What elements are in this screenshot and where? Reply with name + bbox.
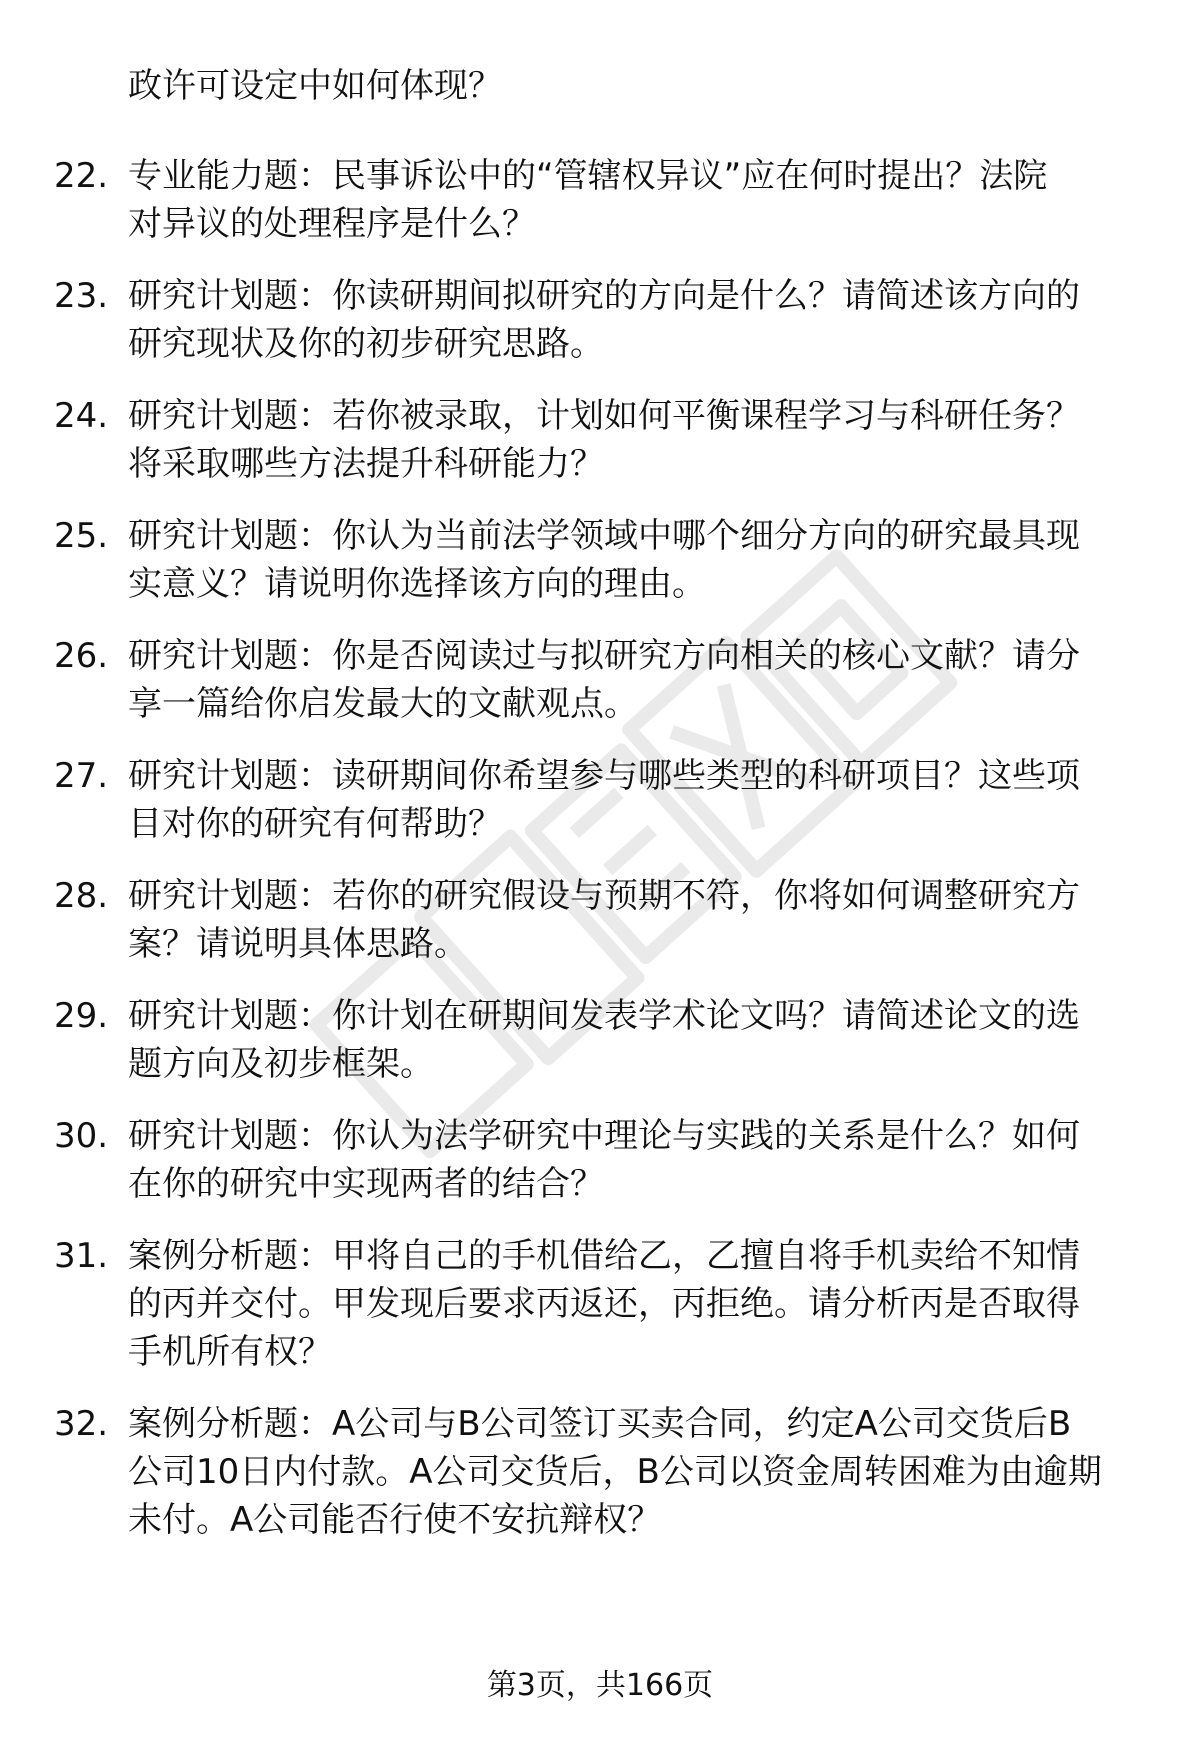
- question-text-line: 题方向及初步框架。: [128, 1044, 434, 1084]
- question-number: 26.: [54, 636, 109, 676]
- question-text-line: 研究计划题：你认为当前法学领域中哪个细分方向的研究最具现: [128, 516, 1080, 556]
- question-number: 32.: [54, 1404, 109, 1444]
- question-text-line: 手机所有权？: [128, 1332, 332, 1372]
- question-text-line: 案例分析题：甲将自己的手机借给乙，乙擅自将手机卖给不知情: [128, 1236, 1080, 1276]
- question-number: 24.: [54, 396, 109, 436]
- question-text: [128, 1400, 1138, 1544]
- question-text: [128, 1232, 1138, 1376]
- question-text: [128, 272, 1138, 368]
- question-number: 28.: [54, 876, 109, 916]
- question-text: [128, 512, 1138, 608]
- question-text: [128, 872, 1138, 968]
- question-text-line: 公司10日内付款。A公司交货后，B公司以资金周转困难为由逾期: [128, 1452, 1102, 1492]
- question-text-line: 研究计划题：你认为法学研究中理论与实践的关系是什么？如何: [128, 1116, 1080, 1156]
- question-text-line: 目对你的研究有何帮助？: [128, 804, 502, 844]
- question-text-line: 研究计划题：若你的研究假设与预期不符，你将如何调整研究方: [128, 876, 1080, 916]
- question-number: 27.: [54, 756, 109, 796]
- question-text-line: 将采取哪些方法提升科研能力？: [128, 444, 604, 484]
- question-text: [128, 152, 1138, 248]
- page-number-footer: 第3页，共166页: [486, 1668, 714, 1703]
- question-text-line: 实意义？请说明你选择该方向的理由。: [128, 564, 706, 604]
- question-text-line: 在你的研究中实现两者的结合？: [128, 1164, 604, 1204]
- question-number: 31.: [54, 1236, 109, 1276]
- question-number: 30.: [54, 1116, 109, 1156]
- question-number: 22.: [54, 156, 109, 196]
- question-text: [128, 1112, 1138, 1208]
- question-text-line: 研究计划题：你计划在研期间发表学术论文吗？请简述论文的选: [128, 996, 1080, 1036]
- question-text-line: 案？请说明具体思路。: [128, 924, 468, 964]
- question-text-line: 的丙并交付。甲发现后要求丙返还，丙拒绝。请分析丙是否取得: [128, 1284, 1080, 1324]
- question-text: [128, 392, 1138, 488]
- question-text-line: 研究计划题：若你被录取，计划如何平衡课程学习与科研任务？: [128, 396, 1080, 436]
- question-text-line: 研究计划题：读研期间你希望参与哪些类型的科研项目？这些项: [128, 756, 1080, 796]
- question-text-line: 专业能力题：民事诉讼中的“管辖权异议”应在何时提出？法院: [128, 156, 1048, 196]
- continued-question-text: 政许可设定中如何体现？: [128, 66, 502, 106]
- question-number: 25.: [54, 516, 109, 556]
- question-text-line: 未付。A公司能否行使不安抗辩权？: [128, 1500, 662, 1540]
- question-text: [128, 632, 1138, 728]
- question-text: [128, 752, 1138, 848]
- question-text-line: 对异议的处理程序是什么？: [128, 204, 536, 244]
- question-text-line: 研究计划题：你读研期间拟研究的方向是什么？请简述该方向的: [128, 276, 1080, 316]
- question-text: [128, 992, 1138, 1088]
- question-number: 23.: [54, 276, 109, 316]
- question-text-line: 案例分析题：A公司与B公司签订买卖合同，约定A公司交货后B: [128, 1404, 1072, 1444]
- question-number: 29.: [54, 996, 109, 1036]
- question-text-line: 研究现状及你的初步研究思路。: [128, 324, 604, 364]
- question-text-line: 研究计划题：你是否阅读过与拟研究方向相关的核心文献？请分: [128, 636, 1080, 676]
- question-text-line: 享一篇给你启发最大的文献观点。: [128, 684, 638, 724]
